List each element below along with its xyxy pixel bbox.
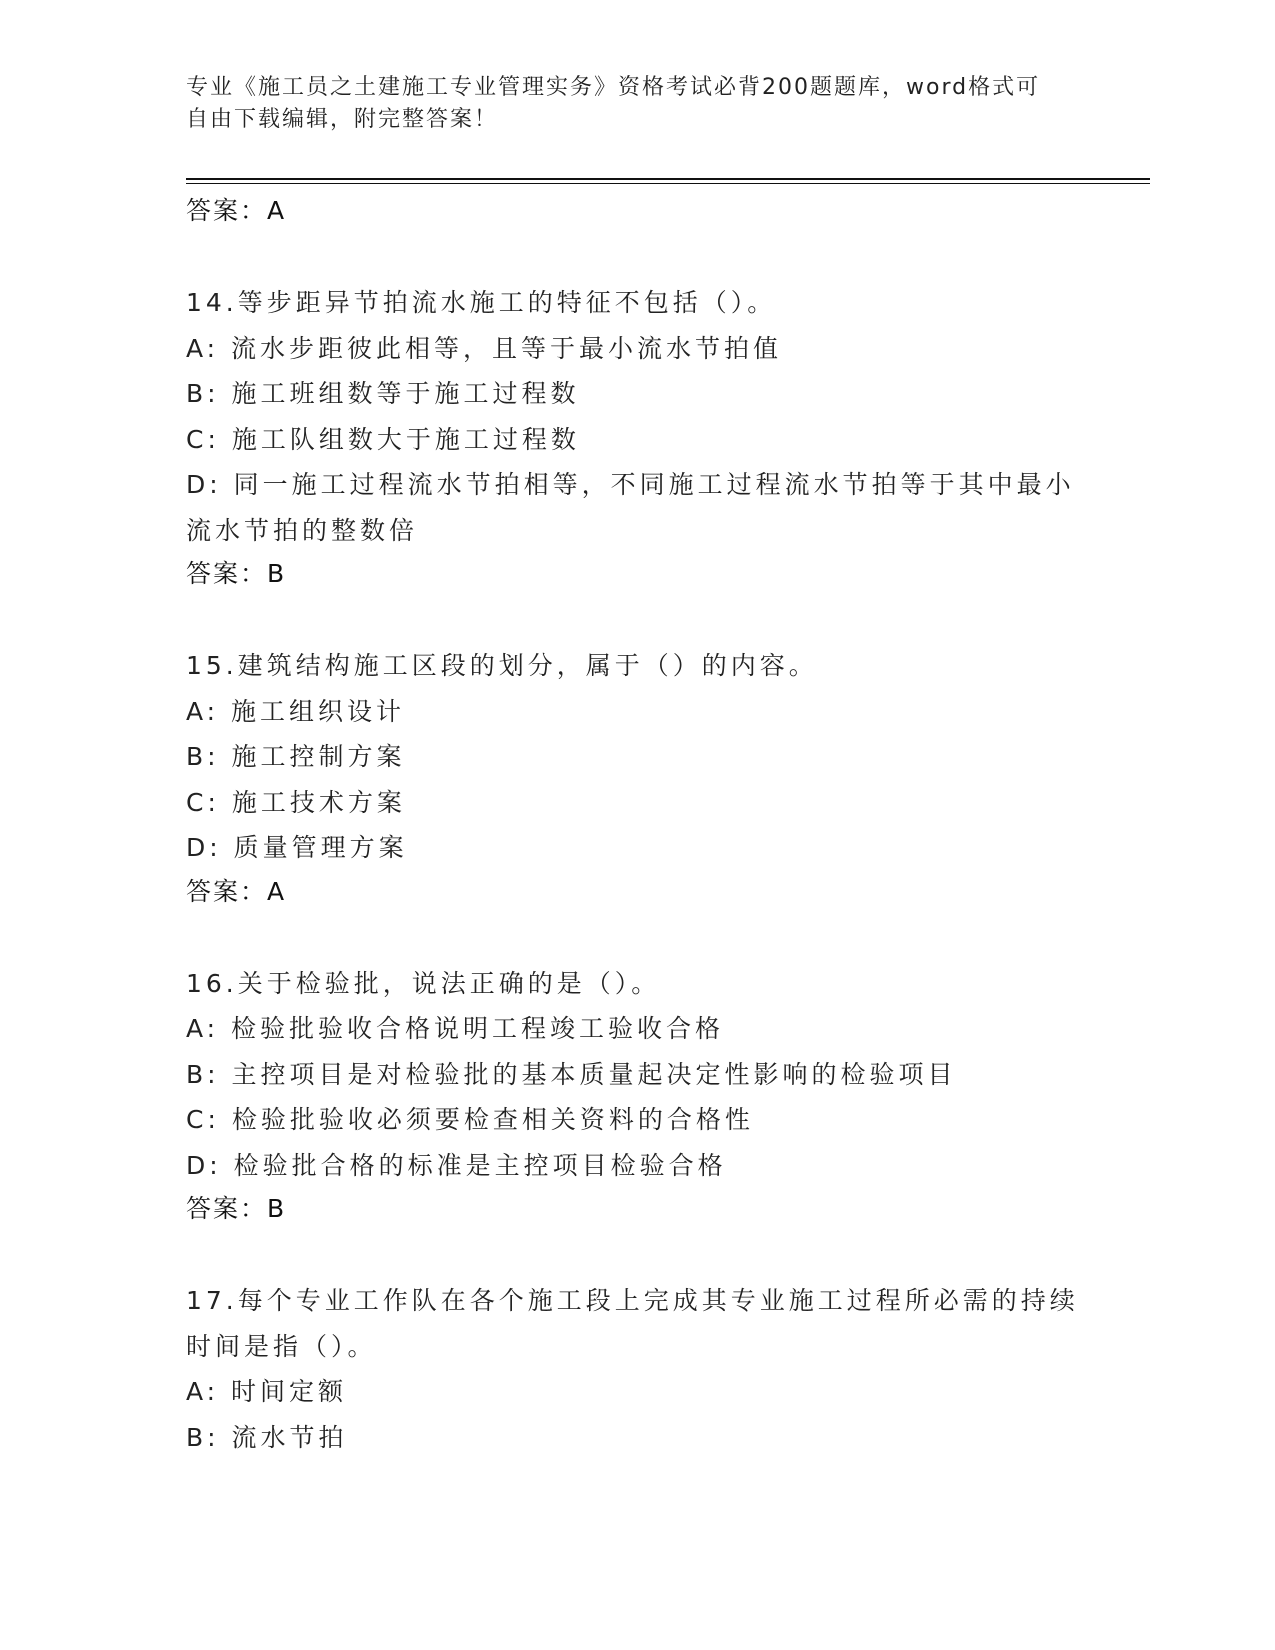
answer-option: C: 施工技术方案: [186, 787, 406, 817]
questions-container: [186, 232, 1086, 1460]
header-line-1: 专业《施工员之土建施工专业管理实务》资格考试必背200题题库，word格式可: [186, 75, 1041, 100]
question-stem: 15.建筑结构施工区段的划分，属于（）的内容。: [186, 651, 818, 680]
answer-option: C: 施工队组数大于施工过程数: [186, 424, 580, 454]
answer-option: 流水节拍的整数倍: [186, 515, 419, 545]
answer-option: C: 检验批验收必须要检查相关资料的合格性: [186, 1105, 754, 1134]
header-divider-thick: [186, 178, 1150, 180]
answer-option: A: 时间定额: [186, 1377, 348, 1406]
question-stem: 14.等步距异节拍流水施工的特征不包括（）。: [186, 288, 777, 317]
question-stem: 17.每个专业工作队在各个施工段上完成其专业施工过程所必需的持续: [186, 1286, 1079, 1315]
question-spacer: [186, 595, 1086, 643]
answer-option: D: 同一施工过程流水节拍相等，不同施工过程流水节拍等于其中最小: [186, 470, 1075, 499]
header-line-2: 自由下载编辑，附完整答案！: [186, 107, 499, 132]
answer-option: B: 流水节拍: [186, 1422, 348, 1452]
question-spacer: [186, 913, 1086, 961]
document-header: [186, 72, 1066, 136]
answer-option: A: 流水步距彼此相等，且等于最小流水节拍值: [186, 333, 783, 363]
answer-option: B: 施工控制方案: [186, 742, 406, 771]
answer-option: B: 主控项目是对检验批的基本质量起决定性影响的检验项目: [186, 1059, 957, 1089]
question-block: [186, 961, 1086, 1231]
question-block: [186, 1278, 1086, 1460]
header-divider-thin: [186, 183, 1150, 184]
answer-label: 答案：B: [186, 1194, 287, 1223]
answer-label: 答案：B: [186, 559, 287, 588]
question-spacer: [186, 1230, 1086, 1278]
answer-label: 答案：A: [186, 196, 287, 225]
question-stem: 时间是指（）。: [186, 1331, 377, 1361]
question-list: [186, 190, 1086, 1460]
answer-option: A: 检验批验收合格说明工程竣工验收合格: [186, 1014, 725, 1043]
answer-option: A: 施工组织设计: [186, 696, 406, 726]
question-block: [186, 643, 1086, 913]
question-spacer: [186, 232, 1086, 280]
answer-option: D: 质量管理方案: [186, 833, 408, 862]
answer-label: 答案：A: [186, 876, 287, 906]
answer-option: B: 施工班组数等于施工过程数: [186, 379, 580, 408]
question-block: [186, 280, 1086, 595]
answer-option: D: 检验批合格的标准是主控项目检验合格: [186, 1150, 727, 1180]
question-stem: 16.关于检验批，说法正确的是（）。: [186, 968, 661, 998]
